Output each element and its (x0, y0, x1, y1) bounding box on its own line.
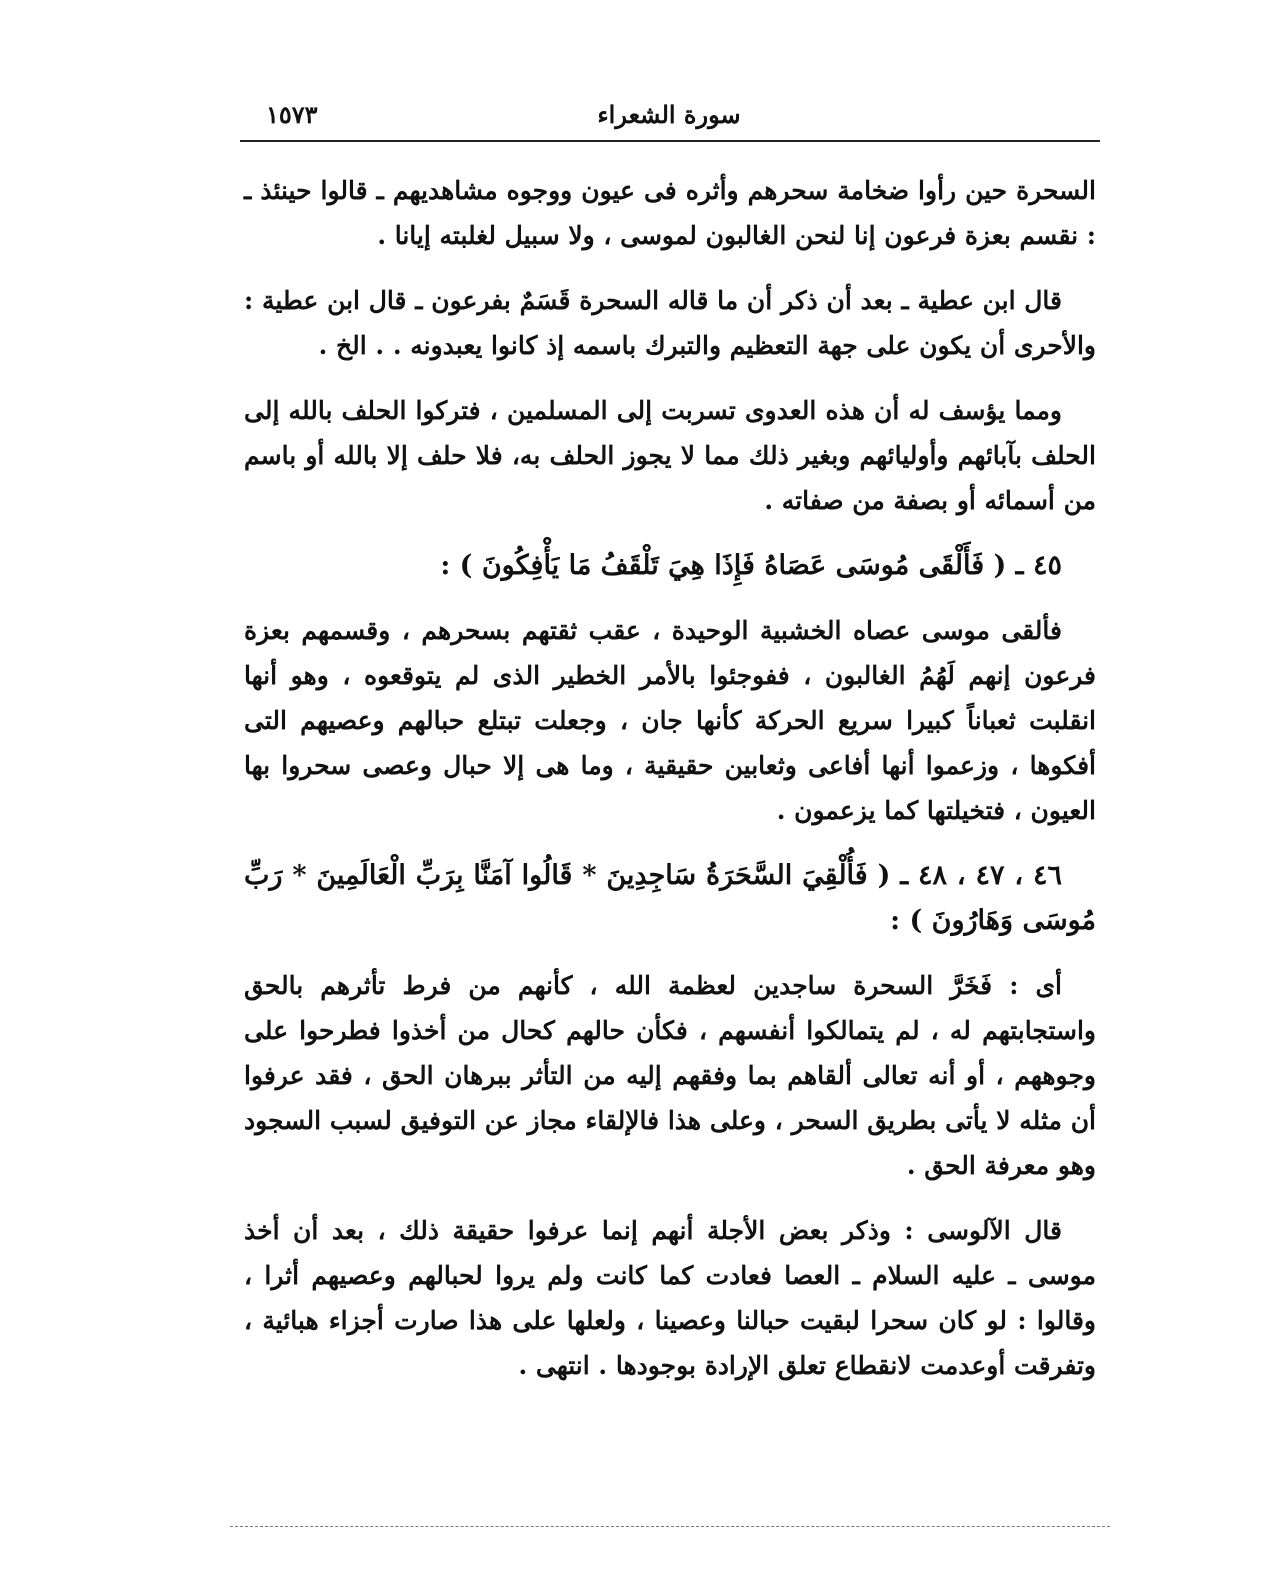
paragraph: قال ابن عطية ـ بعد أن ذكر أن ما قاله السحرة قَسَمٌ بفرعون ـ قال ابن عطية : والأحرى أن يكون على جهة التعظيم والتبرك باسمه إذ كانوا يعبدونه . . الخ . (244, 286, 1096, 360)
surah-title: سورة الشعراء (597, 100, 741, 129)
paragraph: قال الآلوسى : وذكر بعض الأجلة أنهم إنما عرفوا حقيقة ذلك ، بعد أن أخذ موسى ـ عليه السلام ـ العصا فعادت كما كانت ولم يروا لحبالهم وعصيهم أثرا ، وقالوا : لو كان سحرا لبقيت حبالنا وعصينا ، ولعلها على هذا صارت أجزاء هبائية ، وتفرقت أوعدمت لانقطاع تعلق الإرادة بوجودها . انتهى . (244, 1216, 1096, 1380)
paragraph: فألقى موسى عصاه الخشبية الوحيدة ، عقب ثقتهم بسحرهم ، وقسمهم بعزة فرعون إنهم لَهُمُ الغالبون ، ففوجئوا بالأمر الخطير الذى لم يتوقعوه ، وهو أنها انقلبت ثعباناً كبيرا سريع الحركة كأنها جان ، وجعلت تبتلع حبالهم وعصيهم التى أفكوها ، وزعموا أنها أفاعى وثعابين حقيقية ، وما هى إلا حبال وعصى سحروا بها العيون ، فتخيلتها كما يزعمون . (244, 616, 1096, 825)
paragraph: ومما يؤسف له أن هذه العدوى تسربت إلى المسلمين ، فتركوا الحلف بالله إلى الحلف بآبائهم وأوليائهم وبغير ذلك مما لا يجوز الحلف به، فلا حلف إلا بالله أو باسم من أسمائه أو بصفة من صفاته . (244, 396, 1096, 515)
footer-divider (230, 1526, 1110, 1527)
page-header (240, 98, 1098, 138)
page-number: ١٥٧٣ (266, 100, 318, 129)
page-body (244, 168, 1096, 1408)
paragraph: أى : فَخَرَّ السحرة ساجدين لعظمة الله ، كأنهم من فرط تأثرهم بالحق واستجابتهم له ، لم يتمالكوا أنفسهم ، فكأن حالهم كحال من أخذوا فطرحوا على وجوههم ، أو أنه تعالى ألقاهم بما وفقهم إليه من التأثر ببرهان الحق ، فقد عرفوا أن مثله لا يأتى بطريق السحر ، وعلى هذا فالإلقاء مجاز عن التوفيق لسبب السجود وهو معرفة الحق . (244, 971, 1096, 1180)
quran-verse: ٤٦ ، ٤٧ ، ٤٨ ـ ( فَأُلْقِيَ السَّحَرَةُ سَاجِدِينَ * قَالُوا آمَنَّا بِرَبِّ الْعَالَمِينَ * رَبِّ مُوسَى وَهَارُونَ ) : (244, 860, 1096, 936)
paragraph: السحرة حين رأوا ضخامة سحرهم وأثره فى عيون ووجوه مشاهديهم ـ قالوا حينئذ ـ : نقسم بعزة فرعون إنا لنحن الغالبون لموسى ، ولا سبيل لغلبته إيانا . (244, 176, 1096, 250)
header-divider (240, 140, 1100, 142)
quran-verse: ٤٥ ـ ( فَأَلْقَى مُوسَى عَصَاهُ فَإِذَا هِيَ تَلْقَفُ مَا يَأْفِكُونَ ) : (440, 550, 1062, 581)
